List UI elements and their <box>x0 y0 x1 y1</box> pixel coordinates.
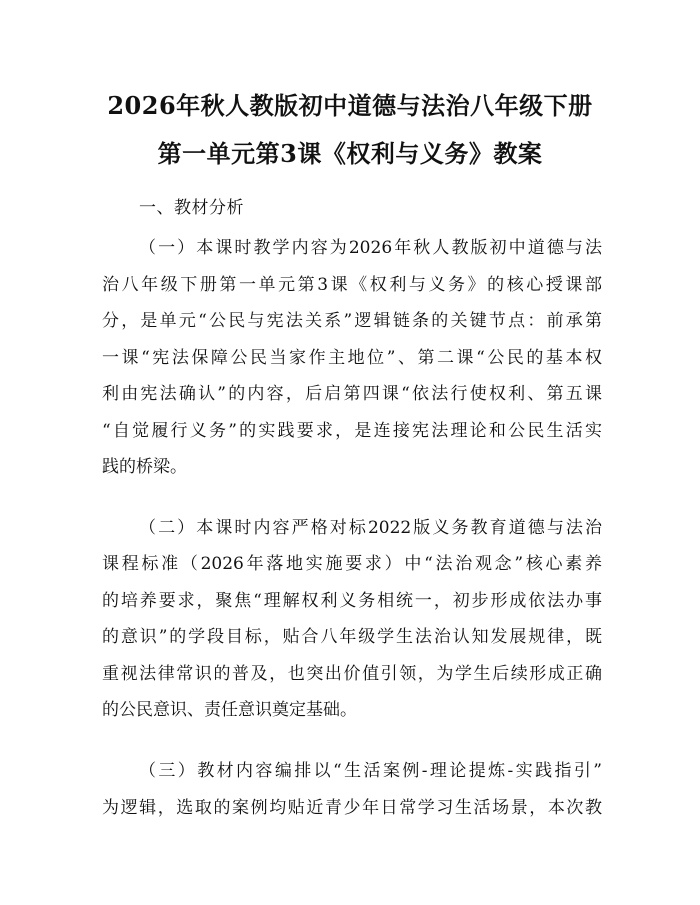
paragraph-line: “自觉履行义务”的实践要求，是连接宪法理论和公民生活实 <box>102 421 602 441</box>
paragraph-line: 践的桥梁。 <box>102 457 187 477</box>
paragraph-line: 分，是单元“公民与宪法关系”逻辑链条的关键节点：前承第 <box>102 311 602 331</box>
paragraph-line: （一）本课时教学内容为2026年秋人教版初中道德与法 <box>139 238 602 258</box>
paragraph-line: 课程标准（2026年落地实施要求）中“法治观念”核心素养 <box>102 554 602 574</box>
paragraph-line: 为逻辑，选取的案例均贴近青少年日常学习生活场景，本次教 <box>102 798 602 818</box>
paragraph-line: （三）教材内容编排以“生活案例-理论提炼-实践指引” <box>139 761 602 781</box>
paragraph-line: 一课“宪法保障公民当家作主地位”、第二课“公民的基本权 <box>102 348 602 368</box>
paragraph-line: 重视法律常识的普及，也突出价值引领，为学生后续形成正确 <box>102 664 602 684</box>
paragraph-line: （二）本课时内容严格对标2022版义务教育道德与法治 <box>139 518 602 538</box>
document-title-line2: 第一单元第3课《权利与义务》教案 <box>157 139 543 168</box>
paragraph-line: 的公民意识、责任意识奠定基础。 <box>102 700 357 720</box>
document-title-line1: 2026年秋人教版初中道德与法治八年级下册 <box>107 91 593 120</box>
paragraph-line: 利由宪法确认”的内容，后启第四课“依法行使权利、第五课 <box>102 384 602 404</box>
paragraph-line: 治八年级下册第一单元第3课《权利与义务》的核心授课部 <box>102 275 602 295</box>
section-heading: 一、教材分析 <box>139 198 244 218</box>
paragraph-line: 的培养要求，聚焦“理解权利义务相统一，初步形成依法办事 <box>102 591 602 611</box>
paragraph-line: 的意识”的学段目标，贴合八年级学生法治认知发展规律，既 <box>102 627 602 647</box>
